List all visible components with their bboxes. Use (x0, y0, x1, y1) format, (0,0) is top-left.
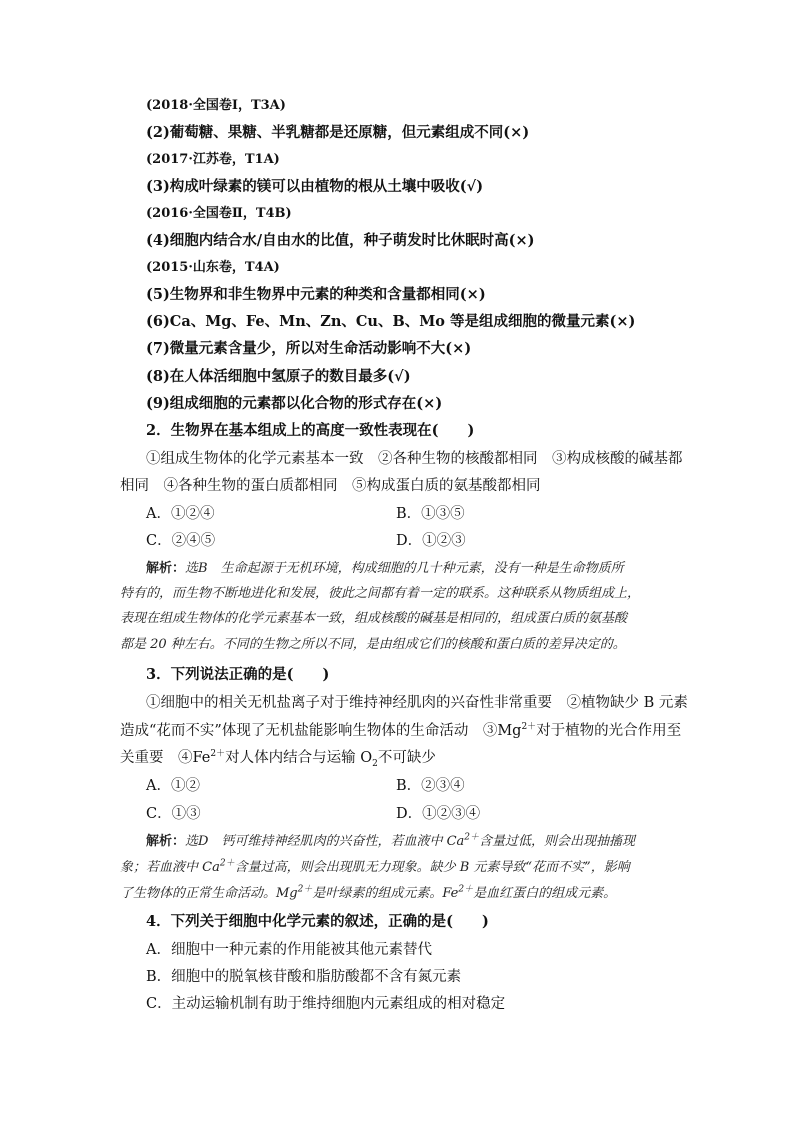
analysis-text: 特有的，而生物不断地进化和发展，彼此之间都有着一定的联系。这种联系从物质组成上， (120, 586, 641, 601)
option-b[interactable]: B．②③④ (396, 778, 465, 794)
source-citation: (2015·山东卷，T4A) (146, 260, 280, 275)
analysis-text: 象；若血液中 $Ca^{2+}$含量过高，则会出现肌无力现象。缺少 B 元素导致“花而不实”，影响 (120, 858, 630, 875)
question-2-body: ①组成生物体的化学元素基本一致 ②各种生物的核酸都相同 ③构成核酸的碱基都 (146, 451, 683, 467)
analysis-text: 表现在组成生物体的化学元素基本一致，组成核酸的碱基是相同的，组成蛋白质的氨基酸 (120, 611, 628, 626)
statement-item: (6)Ca、Mg、Fe、Mn、Zn、Cu、B、Mo 等是组成细胞的微量元素(×) (146, 313, 636, 330)
source-citation: (2018·全国卷Ⅰ，T3A) (146, 98, 286, 113)
question-3-body: 关重要 $④Fe^{2+}$对人体内结合与运输 $O_2$不可缺少 (120, 749, 436, 769)
option-a[interactable]: A．①② (146, 778, 200, 794)
analysis-text: 解析：选B 生命起源于无机环境，构成细胞的几十种元素，没有一种是生命物质所 (146, 561, 624, 576)
statement-item: (3)构成叶绿素的镁可以由植物的根从土壤中吸收(√) (146, 178, 484, 195)
option-d[interactable]: D．①②③ (396, 533, 466, 549)
statement-item: (7)微量元素含量少，所以对生命活动影响不大(×) (146, 340, 472, 357)
statement-item: (2)葡萄糖、果糖、半乳糖都是还原糖，但元素组成不同(×) (146, 124, 530, 141)
analysis-label: 解析： (146, 561, 186, 576)
question-3-stem: 3．下列说法正确的是( ) (146, 666, 330, 683)
option-a[interactable]: A．细胞中一种元素的作用能被其他元素替代 (146, 942, 432, 958)
analysis-text: 解析：选D 钙可维持神经肌肉的兴奋性，若血液中 $Ca^{2+}$含量过低，则会出现抽搐现 (146, 832, 636, 849)
question-3-body: ①细胞中的相关无机盐离子对于维持神经肌肉的兴奋性非常重要 ②植物缺少 B 元素 (146, 695, 688, 711)
source-citation: (2017·江苏卷，T1A) (146, 152, 280, 167)
option-c[interactable]: C．主动运输机制有助于维持细胞内元素组成的相对稳定 (146, 996, 506, 1012)
question-4-stem: 4．下列关于细胞中化学元素的叙述，正确的是( ) (146, 913, 489, 930)
source-citation: (2016·全国卷Ⅱ，T4B) (146, 206, 292, 221)
statement-item: (8)在人体活细胞中氢原子的数目最多(√) (146, 368, 411, 385)
statement-item: (9)组成细胞的元素都以化合物的形式存在(×) (146, 395, 443, 412)
option-b[interactable]: B．①③⑤ (396, 506, 465, 522)
statement-item: (4)细胞内结合水/自由水的比值，种子萌发时比休眠时高(×) (146, 232, 535, 249)
question-2-body: 相同 ④各种生物的蛋白质都相同 ⑤构成蛋白质的氨基酸都相同 (120, 478, 541, 494)
option-a[interactable]: A．①②④ (146, 506, 215, 522)
question-2-stem: 2．生物界在基本组成上的高度一致性表现在( ) (146, 422, 475, 439)
question-3-body: 造成“花而不实”体现了无机盐能影响生物体的生命活动 $③Mg^{2+}$对于植物的光合作用至 (120, 722, 682, 739)
option-c[interactable]: C．②④⑤ (146, 533, 216, 549)
option-d[interactable]: D．①②③④ (396, 806, 481, 822)
statement-item: (5)生物界和非生物界中元素的种类和含量都相同(×) (146, 286, 486, 303)
analysis-text: 了生物体的正常生命活动。$Mg^{2+}$是叶绿素的组成元素。$Fe^{2+}$是血红蛋白的组成元素。 (120, 884, 617, 901)
analysis-label: 解析： (146, 834, 186, 849)
option-b[interactable]: B．细胞中的脱氧核苷酸和脂肪酸都不含有氮元素 (146, 969, 462, 985)
option-c[interactable]: C．①③ (146, 806, 201, 822)
analysis-text: 都是 20 种左右。不同的生物之所以不同，是由组成它们的核酸和蛋白质的差异决定的。 (120, 637, 626, 652)
